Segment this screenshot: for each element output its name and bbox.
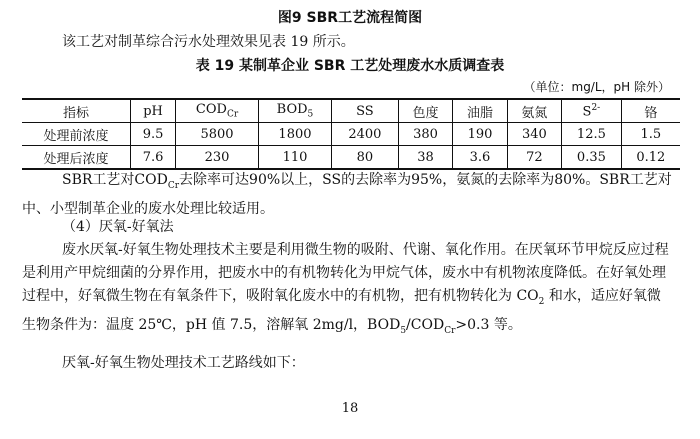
table-cell: 0.35 bbox=[562, 146, 622, 170]
table-cell: 7.6 bbox=[131, 146, 176, 170]
column-header: $S^{2-}$ bbox=[562, 99, 622, 123]
table-cell: 380 bbox=[398, 123, 452, 146]
column-header: SS bbox=[331, 99, 398, 123]
table-cell: 0.12 bbox=[621, 146, 680, 170]
column-header: 油脂 bbox=[453, 99, 507, 123]
table-cell: 1800 bbox=[258, 123, 331, 146]
water-quality-table bbox=[22, 98, 680, 170]
table-title: 表 19 某制革企业 SBR 工艺处理废水水质调查表 bbox=[195, 58, 505, 74]
row-label: 处理前浓度 bbox=[22, 123, 131, 146]
table-cell: 230 bbox=[176, 146, 259, 170]
column-header: pH bbox=[131, 99, 176, 123]
table-cell: 5800 bbox=[176, 123, 259, 146]
table-cell: 340 bbox=[507, 123, 561, 146]
table-cell: 12.5 bbox=[562, 123, 622, 146]
column-header: $BOD_5$ bbox=[258, 99, 331, 123]
column-header: 色度 bbox=[398, 99, 452, 123]
table-row bbox=[22, 123, 680, 146]
table-cell: 1.5 bbox=[621, 123, 680, 146]
intro-paragraph: 该工艺对制革综合污水处理效果见表 19 所示。 bbox=[62, 34, 355, 50]
figure-caption: 图9 SBR工艺流程简图 bbox=[277, 10, 423, 26]
table-unit-note: （单位：mg/L，pH 除外） bbox=[523, 80, 670, 94]
column-header: 铬 bbox=[621, 99, 680, 123]
route-intro: 厌氧-好氧生物处理技术工艺路线如下： bbox=[62, 355, 305, 371]
header-label: 指标 bbox=[22, 99, 131, 123]
table-row bbox=[22, 146, 680, 170]
table-cell: 9.5 bbox=[131, 123, 176, 146]
section-heading: （4）厌氧-好氧法 bbox=[62, 219, 174, 235]
table-cell: 2400 bbox=[331, 123, 398, 146]
page-number: 18 bbox=[341, 401, 359, 416]
table-header-row bbox=[22, 99, 680, 123]
table-cell: 80 bbox=[331, 146, 398, 170]
summary-paragraph: SBR工艺对$COD_{Cr}$去除率可达90%以上，SS的去除率为95%，氨氮的去除率为80%。SBR工艺对中、小型制革企业的废水处理比较适用。 bbox=[22, 172, 672, 217]
table-cell: 3.6 bbox=[453, 146, 507, 170]
table-cell: 72 bbox=[507, 146, 561, 170]
column-header: $COD_{Cr}$ bbox=[176, 99, 259, 123]
column-header: 氨氮 bbox=[507, 99, 561, 123]
row-label: 处理后浓度 bbox=[22, 146, 131, 170]
table-cell: 110 bbox=[258, 146, 331, 170]
table-cell: 38 bbox=[398, 146, 452, 170]
body-paragraph: 废水厌氧-好氧生物处理技术主要是利用微生物的吸附、代谢、氧化作用。在厌氧环节甲烷反应过程是利用产甲烷细菌的分界作用，把废水中的有机物转化为甲烷气体，废水中有机物浓度降低。在好氧处理过程中，好氧微生物在有氧条件下，吸附氧化废水中的有机物，把有机物转化为 $CO_2$ 和水，适应好氧微生物条件为：温度 25℃，pH 值 7.5，溶解氧 2mg/l，$BOD_5/COD_{Cr}>0.3$ 等。 bbox=[22, 242, 669, 336]
table-cell: 190 bbox=[453, 123, 507, 146]
